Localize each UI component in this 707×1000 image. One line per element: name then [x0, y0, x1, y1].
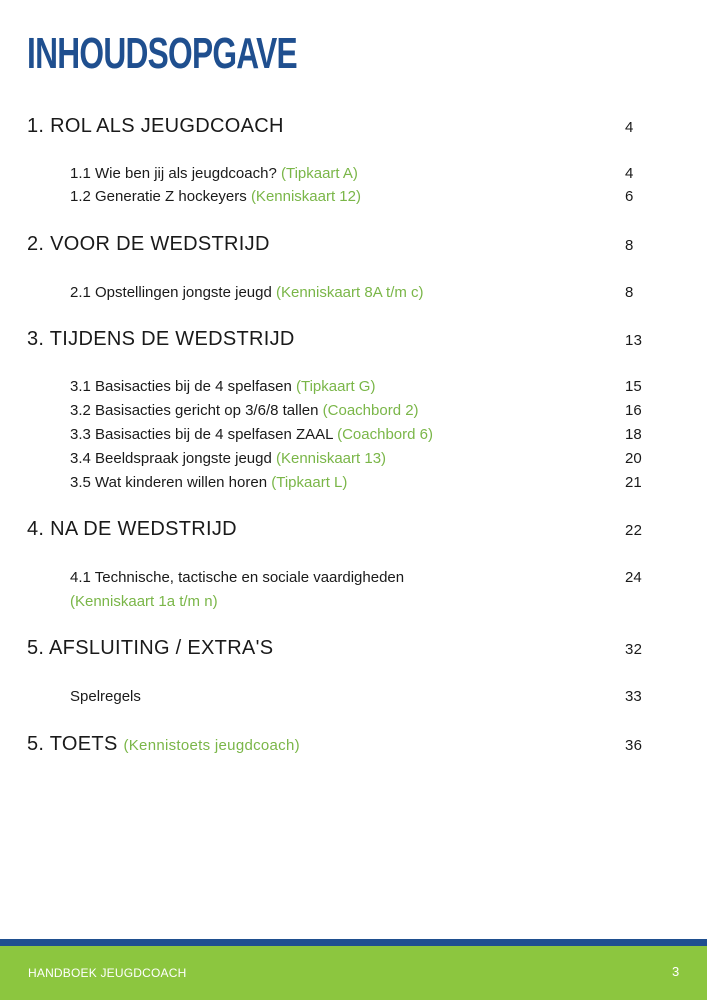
toc-entry-ref: (Kenniskaart 8A t/m c): [275, 284, 424, 301]
toc-entry-page: 33: [625, 688, 642, 705]
toc-entry-page: 24: [625, 569, 642, 586]
toc-entry-title: 1. ROL ALS JEUGDCOACH: [27, 115, 284, 137]
toc-entry-title: 4. NA DE WEDSTRIJD: [27, 518, 237, 540]
toc-entry-title: 3.1 Basisacties bij de 4 spelfasen: [70, 378, 292, 395]
toc-entry-title: 4.1 Technische, tactische en sociale vaardigheden: [70, 569, 405, 586]
toc-entry-title: 1.1 Wie ben jij als jeugdcoach?: [70, 165, 277, 182]
toc-entry-page: 4: [625, 165, 634, 182]
toc-entry-page: 36: [625, 737, 643, 754]
page-title: INHOUDSOPGAVE: [27, 29, 297, 78]
toc-entry-ref: (Kennistoets jeugdcoach): [123, 737, 300, 754]
toc-entry-title: 5. AFSLUITING / EXTRA'S: [27, 637, 274, 659]
toc-entry-ref: (Tipkaart L): [271, 474, 348, 491]
toc-entry-ref: (Tipkaart A): [280, 165, 358, 182]
footer-stripe: [0, 939, 707, 946]
toc-entry-ref: (Kenniskaart 12): [250, 188, 361, 205]
toc-entry-page: 15: [625, 378, 642, 395]
toc-entry-ref: (Kenniskaart 13): [275, 450, 387, 467]
footer-page-number: 3: [672, 964, 680, 979]
toc-entry-page: 13: [625, 332, 643, 349]
toc-entry-title: 5. TOETS: [27, 733, 118, 755]
toc-entry-page: 22: [625, 522, 643, 539]
toc-entry-page: 4: [625, 119, 634, 136]
toc-entry-ref: (Kenniskaart 1a t/m n): [70, 593, 218, 610]
toc-entry-title: Spelregels: [70, 688, 141, 705]
toc-entry-title: 3.2 Basisacties gericht op 3/6/8 tallen: [70, 402, 319, 419]
toc-entry-title: 2.1 Opstellingen jongste jeugd: [70, 284, 272, 301]
toc-entry-page: 21: [625, 474, 642, 491]
toc-entry-page: 8: [625, 284, 634, 301]
toc-entry-ref: (Coachbord 6): [337, 426, 433, 443]
toc-entry-page: 20: [625, 450, 642, 467]
toc-entry-page: 32: [625, 641, 643, 658]
toc-entry-ref: (Coachbord 2): [322, 402, 419, 419]
toc-entry-title: 3.4 Beeldspraak jongste jeugd: [70, 450, 272, 467]
toc-entry-page: 16: [625, 402, 642, 419]
toc-entry-title: 3.3 Basisacties bij de 4 spelfasen ZAAL: [70, 426, 333, 443]
toc-entry-page: 18: [625, 426, 642, 443]
toc-entry-ref: (Tipkaart G): [295, 378, 376, 395]
toc-entry-page: 8: [625, 237, 634, 254]
footer-label: HANDBOEK JEUGDCOACH: [28, 966, 187, 980]
toc-entry-page: 6: [625, 188, 634, 205]
toc-entry-title: 1.2 Generatie Z hockeyers: [70, 188, 247, 205]
toc-entry-title: 3.5 Wat kinderen willen horen: [70, 474, 268, 491]
toc-entry-title: 2. VOOR DE WEDSTRIJD: [27, 233, 270, 255]
toc-entry-title: 3. TIJDENS DE WEDSTRIJD: [27, 328, 295, 350]
